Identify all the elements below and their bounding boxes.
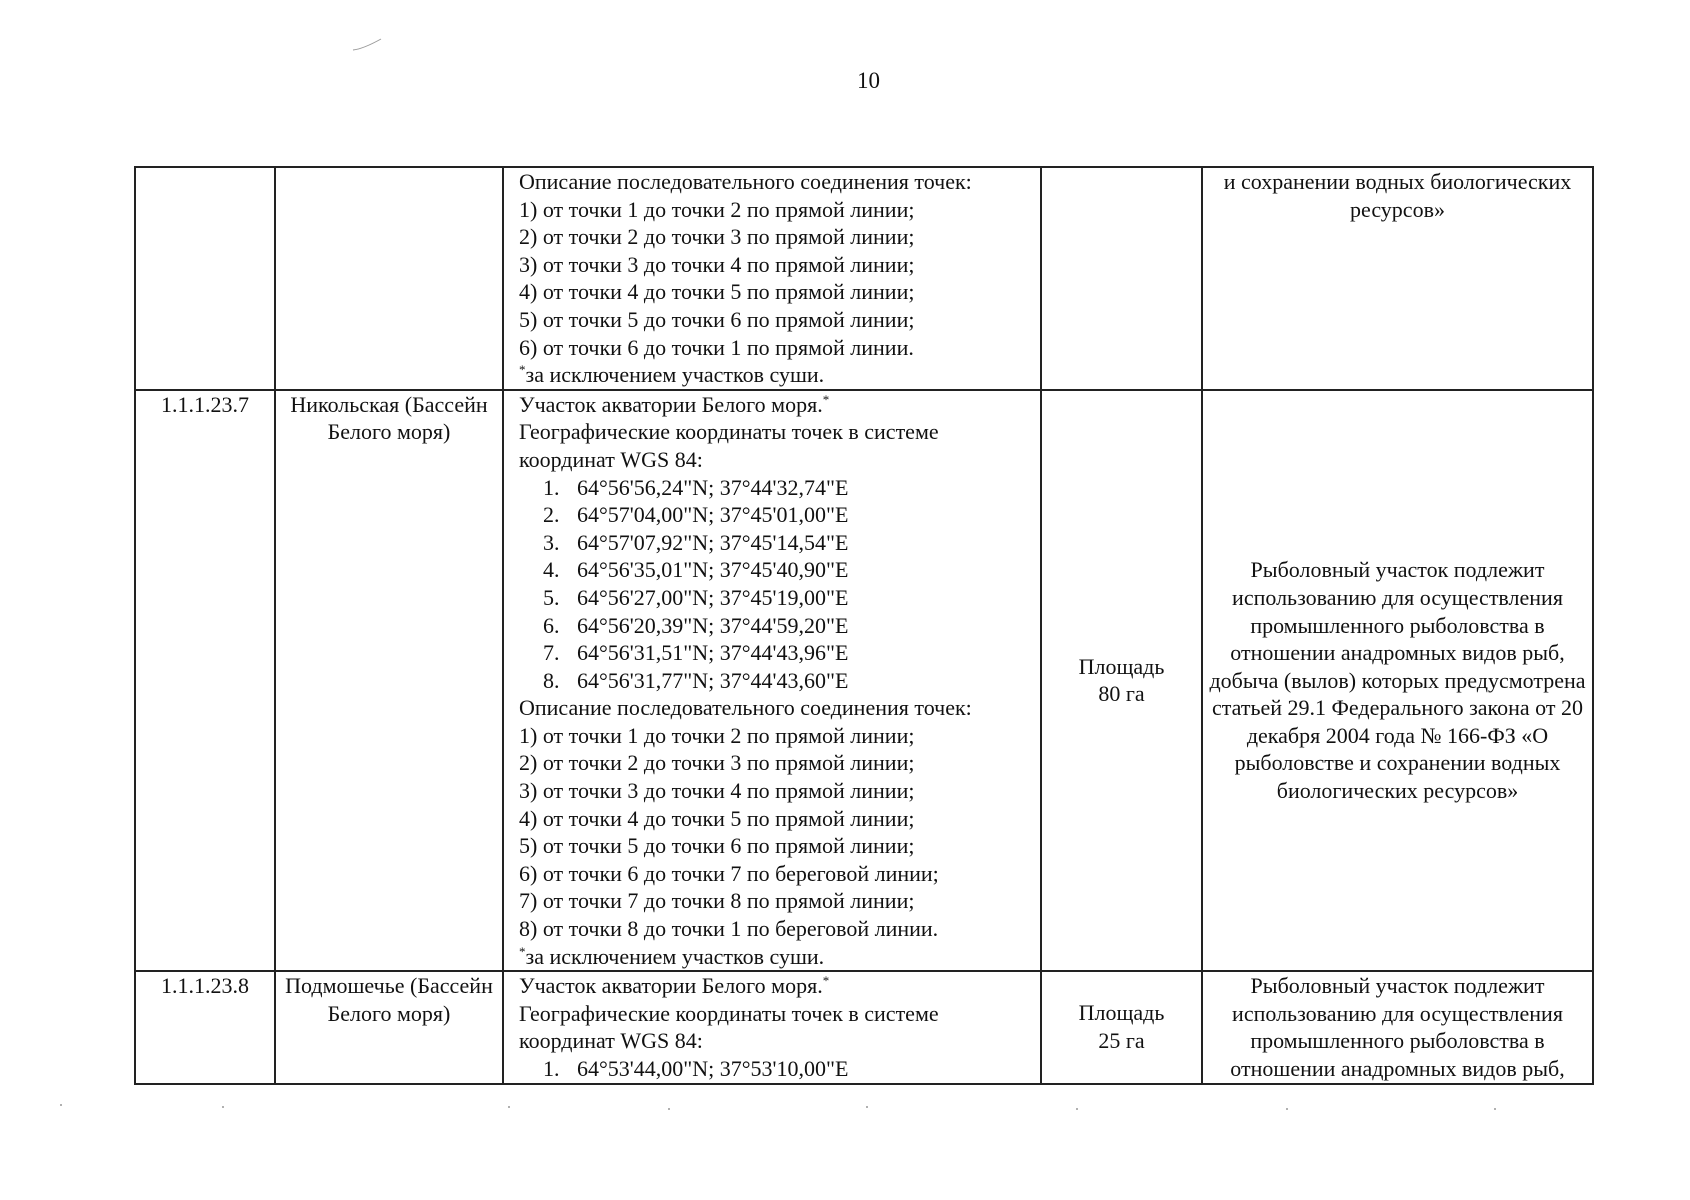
area-title-line <box>519 391 1034 419</box>
scan-speck <box>866 1106 868 1108</box>
coordinate-number: 6. <box>543 612 560 638</box>
scan-mark <box>352 38 382 52</box>
coordinate-number: 3. <box>543 529 560 555</box>
cell-notes: и сохранении водных биологических ресурсов» <box>1202 167 1593 390</box>
coordinate-number: 8. <box>543 667 560 693</box>
connection-line: 1) от точки 1 до точки 2 по прямой линии; <box>519 722 915 748</box>
connection-line: 5) от точки 5 до точки 6 по прямой линии; <box>519 833 915 859</box>
coordinate-line <box>519 639 1034 667</box>
description-line: 4) от точки 4 до точки 5 по прямой линии; <box>519 279 915 305</box>
footnote-asterisk: * <box>822 391 830 407</box>
table-row <box>135 971 1593 1083</box>
coords-heading: Географические координаты точек в системе координат WGS 84: <box>519 419 939 472</box>
coordinate-line <box>519 501 1034 529</box>
connection-line: 6) от точки 6 до точки 7 по береговой линии; <box>519 860 939 886</box>
footnote-text: за исключением участков суши. <box>525 362 825 388</box>
area-title: Участок акватории Белого моря. <box>519 973 823 999</box>
footnote-text: за исключением участков суши. <box>525 943 825 969</box>
coordinate-value: 64°56'20,39"N; 37°44'59,20"E <box>577 612 849 638</box>
description-line: 2) от точки 2 до точки 3 по прямой линии; <box>519 224 915 250</box>
coordinate-line <box>519 474 1034 502</box>
description-line: 3) от точки 3 до точки 4 по прямой линии; <box>519 251 915 277</box>
cell-description <box>503 390 1041 971</box>
coordinate-value: 64°57'07,92"N; 37°45'14,54"E <box>577 529 849 555</box>
cell-description <box>503 971 1041 1083</box>
description-line: 6) от точки 6 до точки 1 по прямой линии. <box>519 334 914 360</box>
coordinate-line <box>519 529 1034 557</box>
coordinate-value: 64°56'35,01"N; 37°45'40,90"E <box>577 557 849 583</box>
coordinate-number: 7. <box>543 640 560 666</box>
cell-name-empty <box>275 167 503 390</box>
cell-name: Подмошечье (Бассейн Белого моря) <box>275 971 503 1083</box>
footnote-asterisk: * <box>822 973 830 989</box>
table-row-continuation <box>135 167 1593 390</box>
coordinate-line <box>519 1055 1034 1083</box>
fishing-areas-table <box>134 166 1594 1085</box>
coordinate-value: 64°57'04,00"N; 37°45'01,00"E <box>577 502 849 528</box>
coordinate-value: 64°53'44,00"N; 37°53'10,00"E <box>577 1056 849 1081</box>
scan-speck <box>508 1106 510 1108</box>
coordinate-number: 1. <box>543 474 560 500</box>
coordinate-number: 2. <box>543 502 560 528</box>
cell-notes: Рыболовный участок подлежит использованию для осуществления промышленного рыболовства в отношении анадромных видов рыб, добыча (вылов) которых предусмотрена статьей 29.1 Федерального закона от 20 декабря 2004 года № 166-ФЗ «О рыболовстве и сохранении водных биологических ресурсов» <box>1202 390 1593 971</box>
connection-line: Описание последовательного соединения точек: <box>519 695 972 721</box>
footnote-line <box>519 361 1034 389</box>
cell-name: Никольская (Бассейн Белого моря) <box>275 390 503 971</box>
area-value: Площадь 25 га <box>1078 1000 1165 1053</box>
footnote-line <box>519 943 1034 971</box>
coordinate-line <box>519 584 1034 612</box>
footnote-asterisk: * <box>519 362 526 378</box>
cell-description <box>503 167 1041 390</box>
cell-area <box>1041 390 1202 971</box>
connection-line: 2) от точки 2 до точки 3 по прямой линии; <box>519 750 915 776</box>
coordinate-line <box>519 667 1034 695</box>
coordinate-value: 64°56'31,77"N; 37°44'43,60"E <box>577 667 849 693</box>
connection-line: 3) от точки 3 до точки 4 по прямой линии; <box>519 778 915 804</box>
area-value: Площадь 80 га <box>1078 653 1165 707</box>
area-title: Участок акватории Белого моря. <box>519 391 823 417</box>
coordinate-value: 64°56'27,00"N; 37°45'19,00"E <box>577 584 849 610</box>
coordinate-value: 64°56'31,51"N; 37°44'43,96"E <box>577 640 849 666</box>
cell-area-empty <box>1041 167 1202 390</box>
description-line: 1) от точки 1 до точки 2 по прямой линии; <box>519 196 915 222</box>
scan-speck <box>1494 1108 1496 1110</box>
scan-speck <box>60 1104 62 1106</box>
coords-heading: Географические координаты точек в системе координат WGS 84: <box>519 1000 939 1054</box>
scan-speck <box>668 1108 670 1110</box>
area-title-line <box>519 972 1034 1000</box>
page-number: 10 <box>857 68 880 93</box>
footnote-asterisk: * <box>519 943 526 959</box>
connection-line: 7) от точки 7 до точки 8 по прямой линии; <box>519 888 915 914</box>
scan-speck <box>1076 1108 1078 1110</box>
cell-number-empty <box>135 167 275 390</box>
scan-speck <box>1286 1108 1288 1110</box>
coordinate-line <box>519 556 1034 584</box>
cell-notes: Рыболовный участок подлежит использованию для осуществления промышленного рыболовства в отношении анадромных видов рыб, <box>1202 971 1593 1083</box>
connection-line: 8) от точки 8 до точки 1 по береговой линии. <box>519 916 939 942</box>
coordinate-line <box>519 612 1034 640</box>
coordinate-number: 1. <box>543 1056 560 1081</box>
scan-speck <box>222 1106 224 1108</box>
description-line: 5) от точки 5 до точки 6 по прямой линии; <box>519 306 915 332</box>
coordinate-number: 4. <box>543 557 560 583</box>
coordinate-value: 64°56'56,24"N; 37°44'32,74"E <box>577 474 849 500</box>
table-row <box>135 390 1593 971</box>
description-line: Описание последовательного соединения точек: <box>519 169 972 194</box>
coordinate-number: 5. <box>543 584 560 610</box>
cell-number: 1.1.1.23.7 <box>135 390 275 971</box>
cell-number: 1.1.1.23.8 <box>135 971 275 1083</box>
connection-line: 4) от точки 4 до точки 5 по прямой линии; <box>519 805 915 831</box>
cell-area <box>1041 971 1202 1083</box>
